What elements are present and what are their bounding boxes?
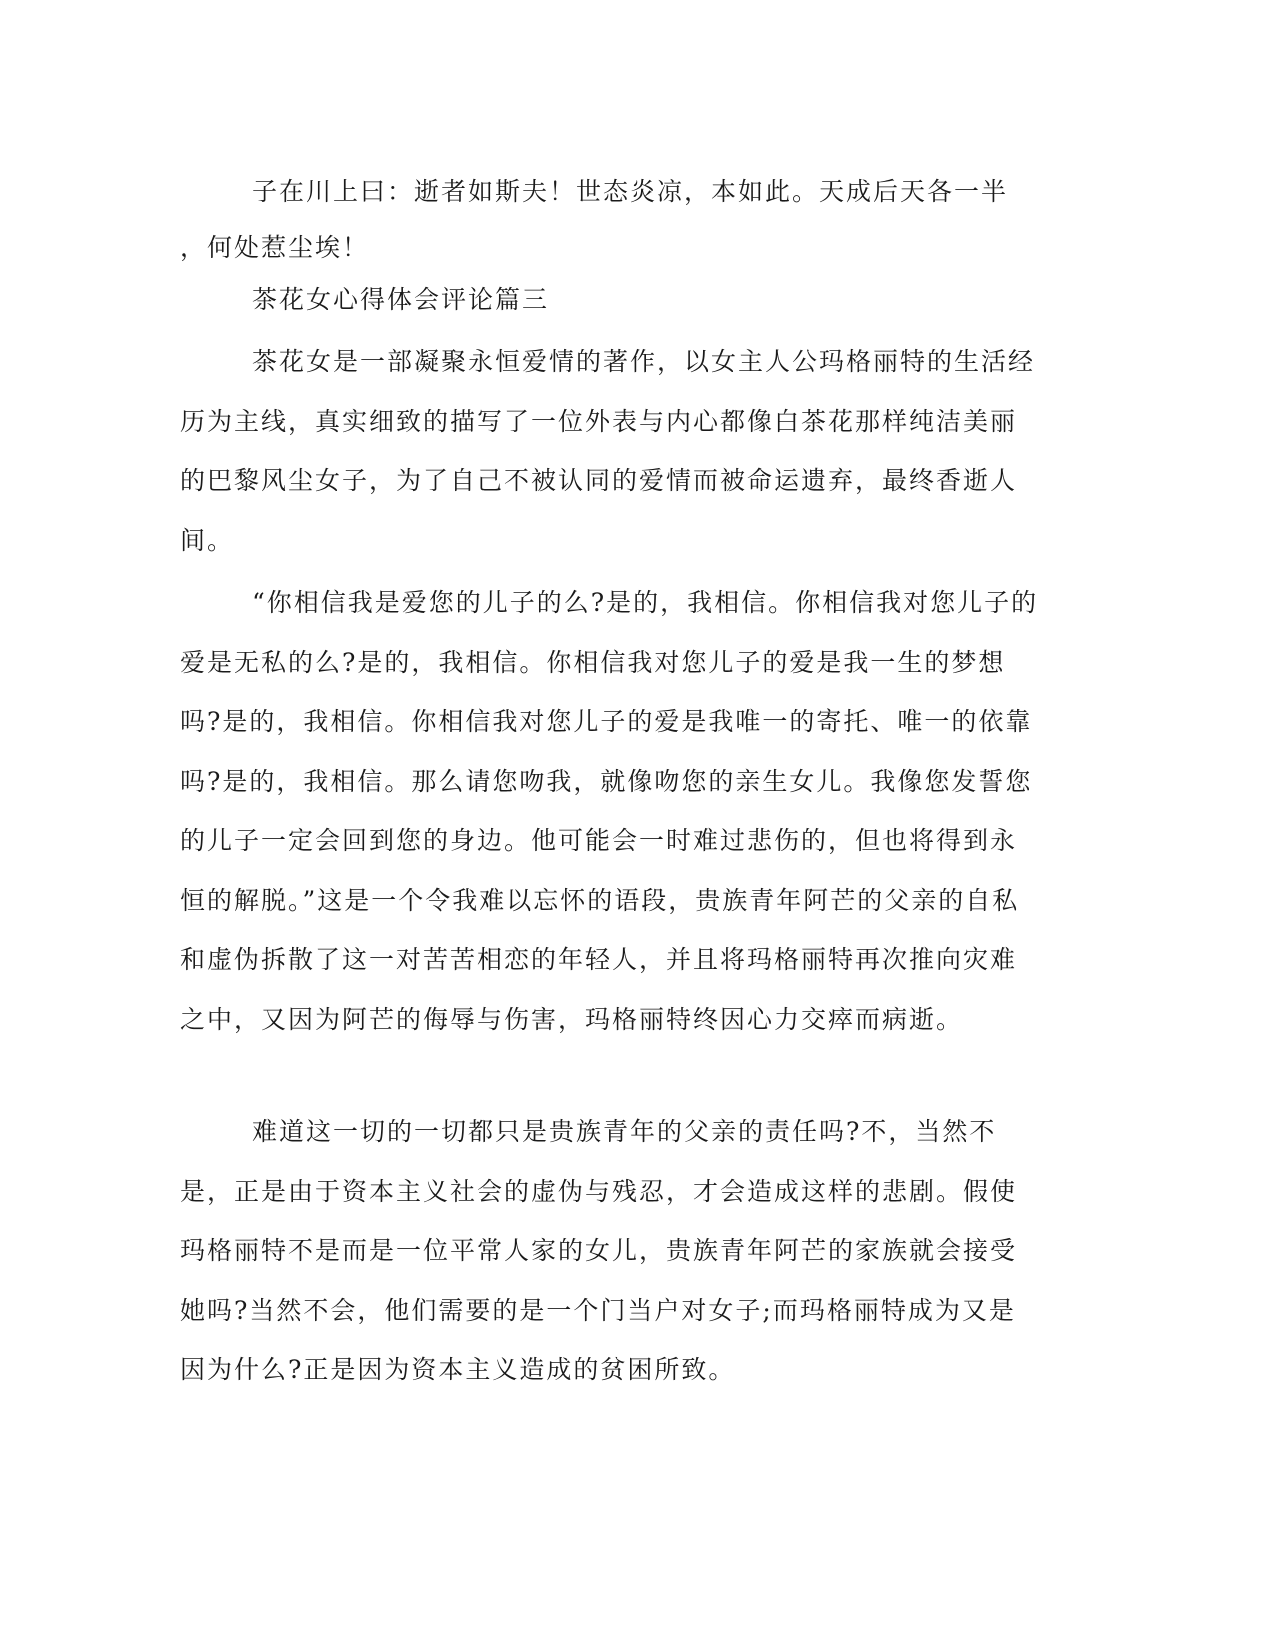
paragraph-quote-ending [180, 164, 1040, 276]
section-heading: 茶花女心得体会评论篇三 [252, 285, 550, 314]
paragraph-line: 子在川上曰：逝者如斯夫！世态炎凉，本如此。天成后天各一半 [252, 177, 1009, 206]
paragraph-quotation: “你相信我是爱您的儿子的么?是的，我相信。你相信我对您儿子的爱是无私的么?是的，我相信。你相信我对您儿子的爱是我一生的梦想吗?是的，我相信。你相信我对您儿子的爱是我唯一的寄托、唯一的依靠吗?是的，我相信。那么请您吻我，就像吻您的亲生女儿。我像您发誓您的儿子一定会回到您的身边。他可能会一时难过悲伤的，但也将得到永恒的解脱。”这是一个令我难以忘怀的语段，贵族青年阿芒的父亲的自私和虚伪拆散了这一对苦苦相恋的年轻人，并且将玛格丽特再次推向灾难之中，又因为阿芒的侮辱与伤害，玛格丽特终因心力交瘁而病逝。 [180, 588, 1039, 1034]
paragraph-analysis: 难道这一切的一切都只是贵族青年的父亲的责任吗?不，当然不是，正是由于资本主义社会的虚伪与残忍，才会造成这样的悲剧。假使玛格丽特不是而是一位平常人家的女儿，贵族青年阿芒的家族就会接受她吗?当然不会，他们需要的是一个门当户对女子;而玛格丽特成为又是因为什么?正是因为资本主义造成的贫困所致。 [180, 1117, 1018, 1384]
paragraph-intro: 茶花女是一部凝聚永恒爱情的著作，以女主人公玛格丽特的生活经历为主线，真实细致的描写了一位外表与内心都像白茶花那样纯洁美丽的巴黎风尘女子，为了自己不被认同的爱情而被命运遗弃，最终香逝人间。 [180, 347, 1036, 555]
paragraph-line: ，何处惹尘埃！ [180, 233, 370, 262]
